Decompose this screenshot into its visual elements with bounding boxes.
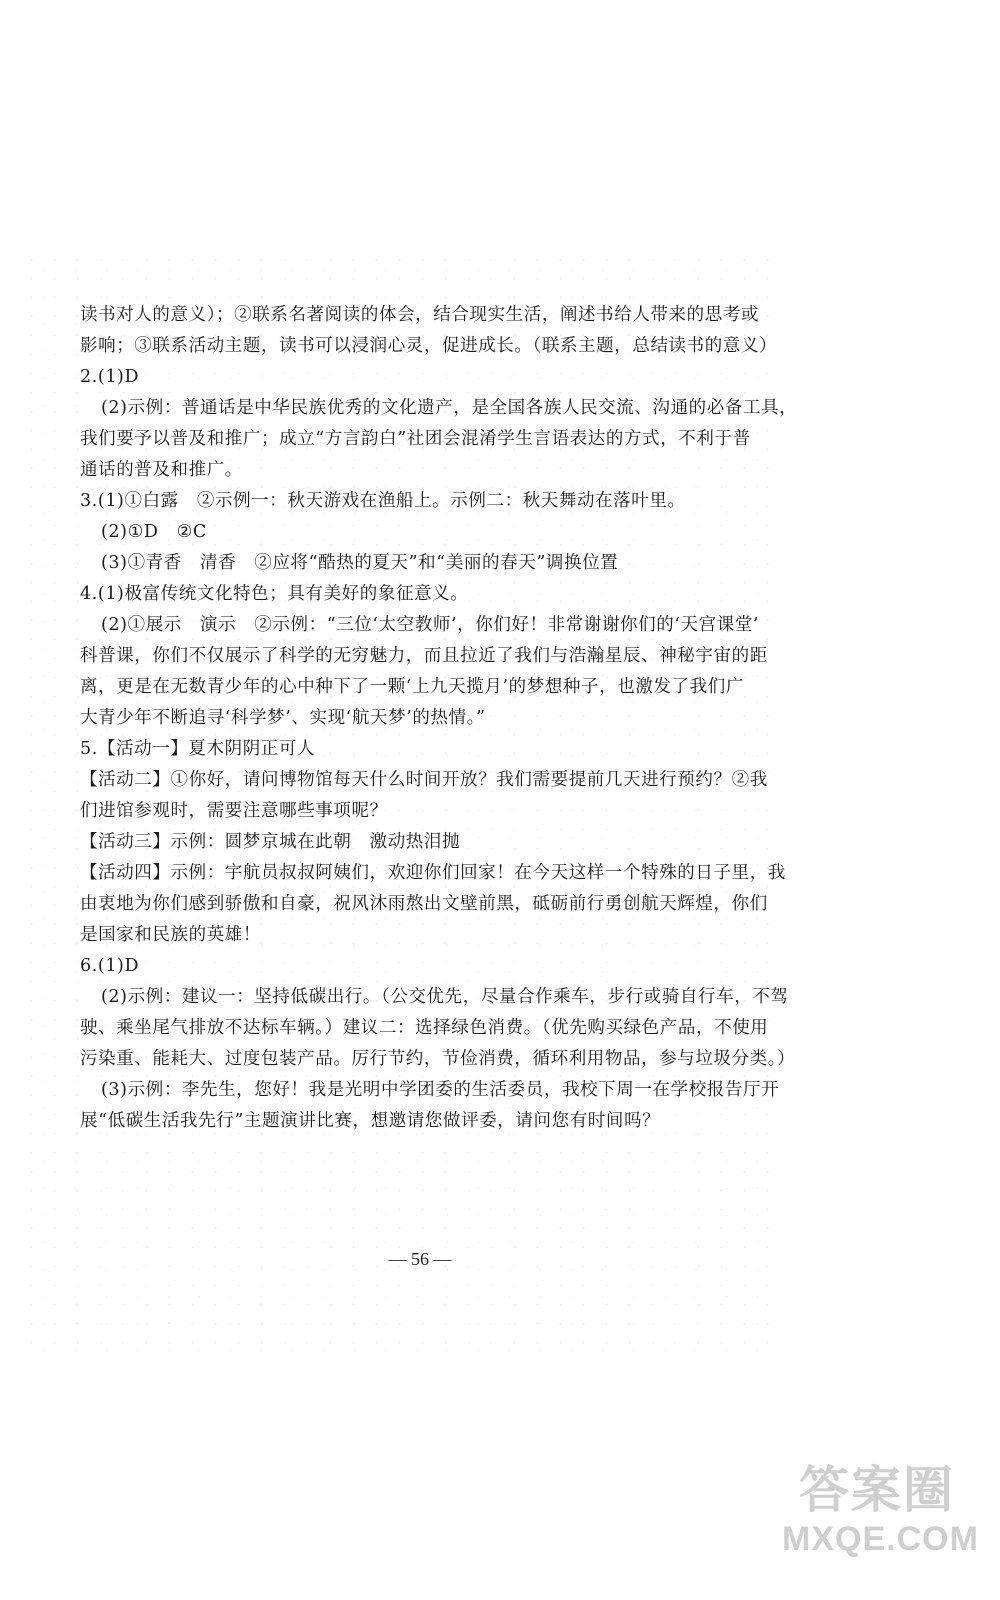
text-line: 展“低碳生活我先行”主题演讲比赛，想邀请您做评委，请问您有时间吗？ (80, 1111, 661, 1131)
watermark-text-en: MXQE.COM (782, 1520, 979, 1558)
text-line: 影响；③联系活动主题，读书可以浸润心灵，促进成长。（联系主题，总结读书的意义） (80, 336, 778, 356)
text-line: 科普课，你们不仅展示了科学的无穷魅力，而且拉近了我们与浩瀚星辰、神秘宇宙的距 (80, 646, 768, 666)
question-5-heading: 5.【活动一】夏木阴阴正可人 (80, 739, 316, 759)
text-line: 由衷地为你们感到骄傲和自豪，祝风沐雨熬出文壁前黑，砥砺前行勇创航天辉煌，你们 (80, 894, 768, 914)
question-3-heading: 3.(1)①白露 ②示例一：秋天游戏在渔船上。示例二：秋天舞动在落叶里。 (80, 491, 686, 511)
text-line: (3)①青香 清香 ②应将“酷热的夏天”和“美丽的春天”调换位置 (101, 553, 619, 573)
question-2-heading: 2.(1)D (80, 367, 140, 387)
text-line: (2)示例：普通话是中华民族优秀的文化遗产，是全国各族人民交流、沟通的必备工具， (101, 398, 798, 418)
text-line: 【活动二】①你好，请问博物馆每天什么时间开放？我们需要提前几天进行预约？②我 (80, 770, 768, 790)
text-line: (2)①D ②C (101, 522, 207, 542)
text-line: 读书对人的意义）；②联系名著阅读的体会，结合现实生活，阐述书给人带来的思考或 (80, 305, 760, 325)
text-line: 【活动四】示例：宇航员叔叔阿姨们，欢迎你们回家！在今天这样一个特殊的日子里，我 (80, 863, 786, 883)
watermark-text-cn: 答案圈 (799, 1461, 955, 1519)
text-line: 【活动三】示例：圆梦京城在此朝 激动热泪抛 (80, 832, 461, 852)
text-line: 离，更是在无数青少年的心中种下了一颗‘上九天揽月’的梦想种子，也激发了我们广 (80, 677, 744, 697)
text-line: 污染重、能耗大、过度包装产品。厉行节约，节俭消费，循环利用物品，参与垃圾分类。） (80, 1049, 796, 1069)
text-line: (2)示例：建议一：坚持低碳出行。（公交优先，尽量合作乘车，步行或骑自行车，不驾 (101, 987, 789, 1007)
text-line: (2)①展示 演示 ②示例：“三位‘太空教师’，你们好！非常谢谢你们的‘天宫课堂’ (101, 615, 760, 635)
text-line: 们进馆参观时，需要注意哪些事项呢？ (80, 801, 388, 821)
text-line: 驶、乘坐尾气排放不达标车辆。）建议二：选择绿色消费。（优先购买绿色产品，不使用 (80, 1018, 769, 1038)
question-6-heading: 6.(1)D (80, 956, 140, 976)
text-line: 我们要予以普及和推广；成立“方言韵白”社团会混淆学生言语表达的方式，不利于普 (80, 429, 751, 449)
answer-text-block (80, 300, 798, 1137)
watermark-logo (782, 1460, 979, 1570)
text-line: 通话的普及和推广。 (80, 460, 243, 480)
question-4-heading: 4.(1)极富传统文化特色；具有美好的象征意义。 (80, 584, 469, 604)
text-line: (3)示例：李先生，您好！我是光明中学团委的生活委员，我校下周一在学校报告厅开 (101, 1080, 780, 1100)
page-number: — 56 — (388, 1249, 452, 1269)
text-line: 大青少年不断追寻‘科学梦’、实现‘航天梦’的热情。” (80, 708, 486, 728)
text-line: 是国家和民族的英雄！ (80, 925, 261, 945)
